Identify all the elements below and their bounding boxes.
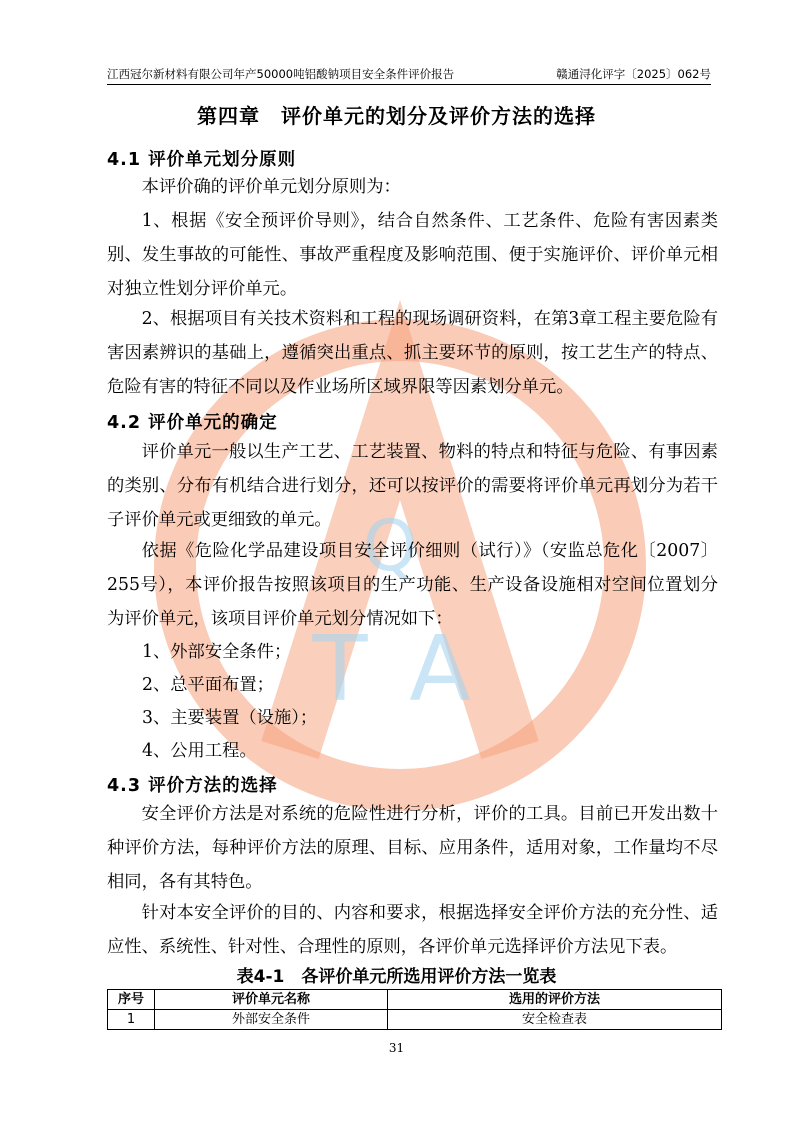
header-report-title: 江西冠尔新材料有限公司年产50000吨铝酸钠项目安全条件评价报告	[107, 67, 455, 81]
evaluation-methods-table	[107, 989, 722, 1030]
cell-index: 1	[108, 1010, 155, 1030]
cell-method: 安全检查表	[388, 1010, 722, 1030]
header-report-number: 赣通浔化评字〔2025〕062号	[556, 67, 711, 81]
unit-list-item: 2、总平面布置；	[142, 675, 274, 695]
unit-list-item: 4、公用工程。	[142, 741, 257, 761]
section-4-1-paragraph-2: 1、根据《安全预评价导则》，结合自然条件、工艺条件、危险有害因素类别、发生事故的可能性、事故严重程度及影响范围、便于实施评价、评价单元相对独立性划分评价单元。	[107, 211, 718, 300]
unit-list-item: 1、外部安全条件；	[142, 642, 292, 662]
page-number: 31	[388, 1041, 405, 1055]
svg-text:A: A	[409, 617, 471, 722]
svg-text:Q: Q	[362, 505, 418, 587]
svg-text:T: T	[312, 617, 368, 722]
section-4-1-paragraph-3: 2、根据项目有关技术资料和工程的现场调研资料，在第3章工程主要危险有害因素辨识的基础上，遵循突出重点、抓主要环节的原则，按工艺生产的特点、危险有害的特征不同以及作业场所区域界限等因素划分单元。	[107, 309, 718, 398]
chapter-title: 第四章 评价单元的划分及评价方法的选择	[197, 104, 596, 128]
page-header	[107, 66, 711, 85]
header-cell-index: 序号	[108, 990, 155, 1010]
section-4-3-title: 4.3 评价方法的选择	[107, 776, 278, 796]
section-4-2-paragraph-2: 依据《危险化学品建设项目安全评价细则（试行）》（安监总危化〔2007〕255号），本评价报告按照该项目的生产功能、生产设备设施相对空间位置划分为评价单元，该项目评价单元划分情况如下：	[107, 541, 718, 630]
header-cell-method: 选用的评价方法	[388, 990, 722, 1010]
section-4-2-paragraph-1: 评价单元一般以生产工艺、工艺装置、物料的特点和特征与危险、有事因素的类别、分布有机结合进行划分，还可以按评价的需要将评价单元再划分为若干子评价单元或更细致的单元。	[107, 442, 718, 531]
section-4-1-title: 4.1 评价单元划分原则	[107, 150, 297, 170]
section-4-3-paragraph-1: 安全评价方法是对系统的危险性进行分析，评价的工具。目前已开发出数十种评价方法，每种评价方法的原理、目标、应用条件，适用对象，工作量均不尽相同，各有其特色。	[107, 804, 718, 893]
section-4-3-paragraph-2: 针对本安全评价的目的、内容和要求，根据选择安全评价方法的充分性、适应性、系统性、针对性、合理性的原则，各评价单元选择评价方法见下表。	[107, 903, 718, 958]
cell-unit-name: 外部安全条件	[155, 1010, 388, 1030]
table-row	[108, 1010, 722, 1030]
section-4-1-paragraph-1: 本评价确的评价单元划分原则为：	[141, 177, 401, 197]
table-header-row	[108, 990, 722, 1010]
header-cell-unit-name: 评价单元名称	[155, 990, 388, 1010]
table-caption: 表4-1 各评价单元所选用评价方法一览表	[236, 967, 557, 987]
unit-list-item: 3、主要装置（设施）；	[142, 708, 318, 728]
section-4-2-title: 4.2 评价单元的确定	[107, 413, 278, 433]
